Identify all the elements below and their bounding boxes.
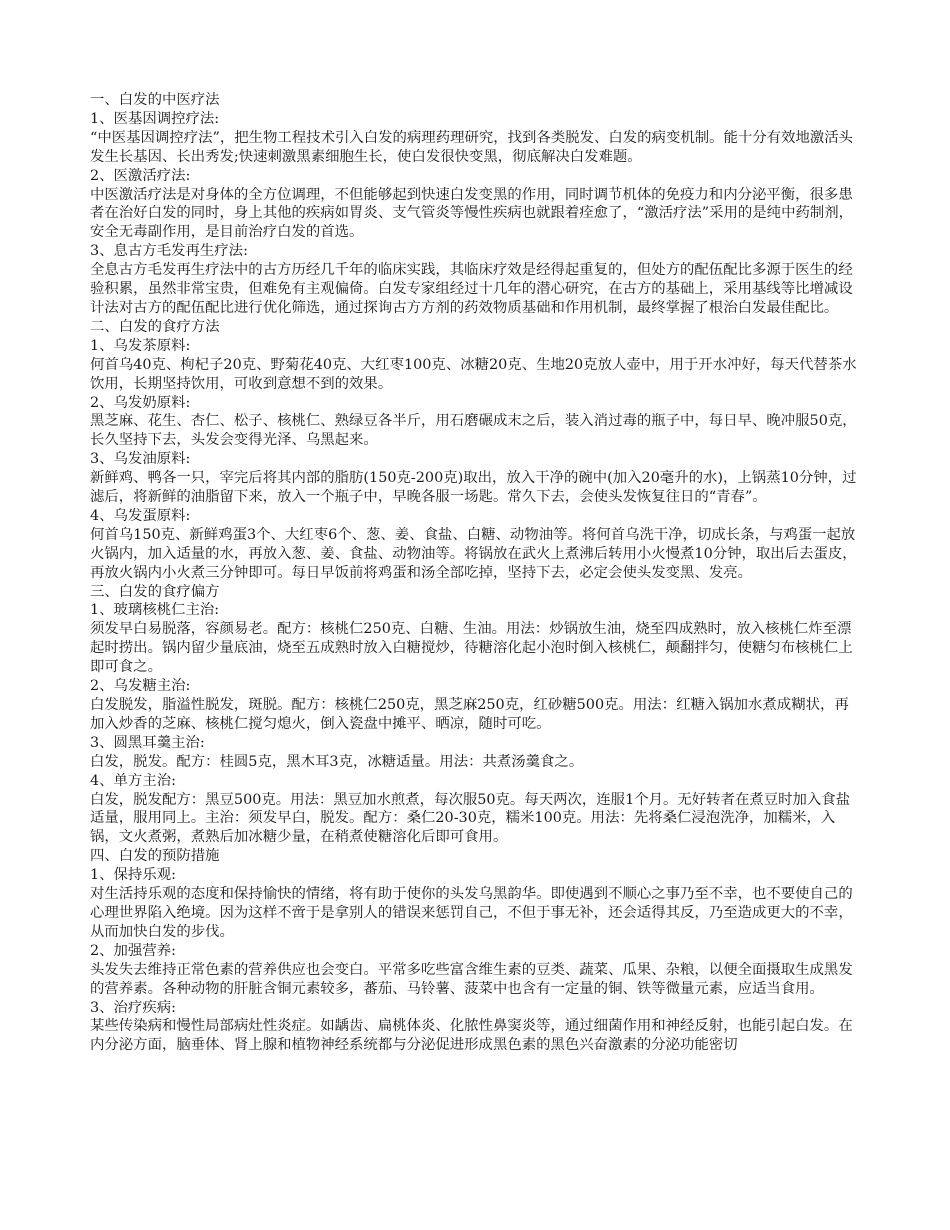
subheading-hair-oil: 3、乌发油原料: [90, 451, 191, 468]
subheading-gene-therapy: 1、医基因调控疗法: [90, 110, 220, 127]
section-heading-diet: 二、白发的食疗方法 [90, 318, 220, 335]
paragraph-hair-milk: 黑芝麻、花生、杏仁、松子、核桃仁、熟绿豆各半斤，用石磨碾成末之后，装入消过毒的瓶子中，每日早、晚冲服50克，长久坚持下去，头发会变得光泽、乌黑起来。 [90, 413, 857, 449]
subheading-nutrition: 2、加强营养: [90, 942, 176, 959]
subheading-longan-soup: 3、圆黑耳羹主治: [90, 734, 205, 751]
paragraph-longan-soup: 白发，脱发。配方：桂圆5克，黑木耳3克，冰糖适量。用法：共煮汤羹食之。 [90, 753, 584, 770]
paragraph-nutrition: 头发失去维持正常色素的营养供应也会变白。平常多吃些富含维生素的豆类、蔬菜、瓜果、杂粮，以便全面摄取生成黑发的营养素。各种动物的肝脏含铜元素较多，蕃茄、马铃薯、菠菜中也含有一定量的铜、铁等微量元素，应适当食用。 [90, 961, 853, 997]
paragraph-treat-disease: 某些传染病和慢性局部病灶性炎症。如龋齿、扁桃体炎、化脓性鼻窦炎等，通过细菌作用和神经反射，也能引起白发。在内分泌方面，脑垂体、肾上腺和植物神经系统都与分泌促进形成黑色素的黑色兴奋激素的分泌功能密切 [90, 1018, 853, 1054]
paragraph-ancient-formula: 全息古方毛发再生疗法中的古方历经几千年的临床实践，其临床疗效是经得起重复的，但处方的配伍配比多源于医生的经验积累，虽然非常宝贵，但难免有主观偏倚。白发专家组经过十几年的潜心研究，在古方的基础上，采用基线等比增减设计法对古方的配伍配比进行优化筛选，通过探询古方方剂的药效物质基础和作用机制，最终掌握了根治白发最佳配比。 [90, 262, 853, 316]
subheading-hair-milk: 2、乌发奶原料: [90, 394, 191, 411]
paragraph-walnut: 须发早白易脱落，容颜易老。配方：核桃仁250克、白糖、生油。用法：炒锅放生油，烧至四成熟时，放入核桃仁炸至漂起时捞出。锅内留少量底油，烧至五成熟时放入白糖搅炒，待糖溶化起小泡时倒入核桃仁，颠翻拌匀，使糖匀布核桃仁上即可食之。 [90, 621, 853, 676]
subheading-optimism: 1、保持乐观: [90, 867, 176, 884]
paragraph-single-remedy: 白发，脱发配方：黑豆500克。用法：黑豆加水煎煮，每次服50克。每天两次，连服1个月。无好转者在煮豆时加入食盐适量，服用同上。主治：须发早白，脱发。配方：桑仁20-30克，糯米100克。用法：先将桑仁浸泡洗净，加糯米，入锅，文火煮粥，煮熟后加冰糖少量，在稍煮使糖溶化后即可食用。 [90, 791, 851, 846]
section-heading-tcm: 一、白发的中医疗法 [90, 92, 220, 108]
subheading-hair-egg: 4、乌发蛋原料: [90, 507, 191, 524]
paragraph-activation-therapy: 中医激活疗法是对身体的全方位调理，不但能够起到快速白发变黑的作用，同时调节机体的免疫力和内分泌平衡，很多患者在治好白发的同时，身上其他的疾病如胃炎、支气管炎等慢性疾病也就跟着痊愈了，“激活疗法”采用的是纯中药制剂，安全无毒副作用，是目前治疗白发的首选。 [90, 186, 854, 241]
subheading-walnut: 1、玻璃核桃仁主治: [90, 602, 220, 619]
subheading-treat-disease: 3、治疗疾病: [90, 999, 176, 1016]
subheading-activation-therapy: 2、医激活疗法: [90, 167, 191, 184]
section-heading-remedies: 三、白发的食疗偏方 [90, 583, 220, 600]
paragraph-optimism: 对生活持乐观的态度和保持愉快的情绪，将有助于使你的头发乌黑韵华。即使遇到不顺心之事乃至不幸，也不要使自己的心理世界陷入绝境。因为这样不啻于是拿别人的错误来惩罚自己，不但于事无补，还会适得其反，乃至造成更大的不幸，从而加快白发的步伐。 [90, 886, 853, 940]
paragraph-hair-candy: 白发脱发，脂溢性脱发，斑脱。配方：核桃仁250克，黑芝麻250克，红砂糖500克。用法：红糖入锅加水煮成糊状，再加入炒香的芝麻、核桃仁搅匀熄火，倒入瓷盘中摊平、晒凉，随时可吃。 [90, 697, 849, 732]
document-body [90, 91, 862, 1055]
paragraph-hair-oil: 新鲜鸡、鸭各一只，宰完后将其内部的脂肪(150克-200克)取出，放入干净的碗中(加入20毫升的水)，上锅蒸10分钟，过滤后，将新鲜的油脂留下来，放入一个瓶子中，早晚各服一场匙。常久下去，会使头发恢复往日的“青春”。 [90, 470, 857, 506]
section-heading-prevention: 四、白发的预防措施 [90, 848, 220, 865]
paragraph-hair-egg: 何首乌150克、新鲜鸡蛋3个、大红枣6个、葱、姜、食盐、白糖、动物油等。将何首乌洗干净，切成长条，与鸡蛋一起放火锅内，加入适量的水，再放入葱、姜、食盐、动物油等。将锅放在武火上煮沸后转用小火慢煮10分钟，取出后去蛋皮，再放火锅内小火煮三分钟即可。每日早饭前将鸡蛋和汤全部吃掉，坚持下去，必定会使头发变黑、发亮。 [90, 526, 857, 581]
subheading-single-remedy: 4、单方主治: [90, 772, 176, 789]
subheading-ancient-formula: 3、息古方毛发再生疗法: [90, 243, 248, 260]
subheading-hair-candy: 2、乌发糖主治: [90, 678, 191, 695]
paragraph-gene-therapy: “中医基因调控疗法”，把生物工程技术引入白发的病理药理研究，找到各类脱发、白发的病变机制。能十分有效地激活头发生长基因、长出秀发;快速刺激黑素细胞生长，使白发很快变黑，彻底解决白发难题。 [90, 129, 854, 165]
subheading-hair-tea: 1、乌发茶原料: [90, 337, 191, 354]
paragraph-hair-tea: 何首乌40克、枸杞子20克、野菊花40克、大红枣100克、冰糖20克、生地20克放人壶中，用于开水冲好，每天代替茶水饮用，长期坚持饮用，可收到意想不到的效果。 [90, 356, 857, 392]
